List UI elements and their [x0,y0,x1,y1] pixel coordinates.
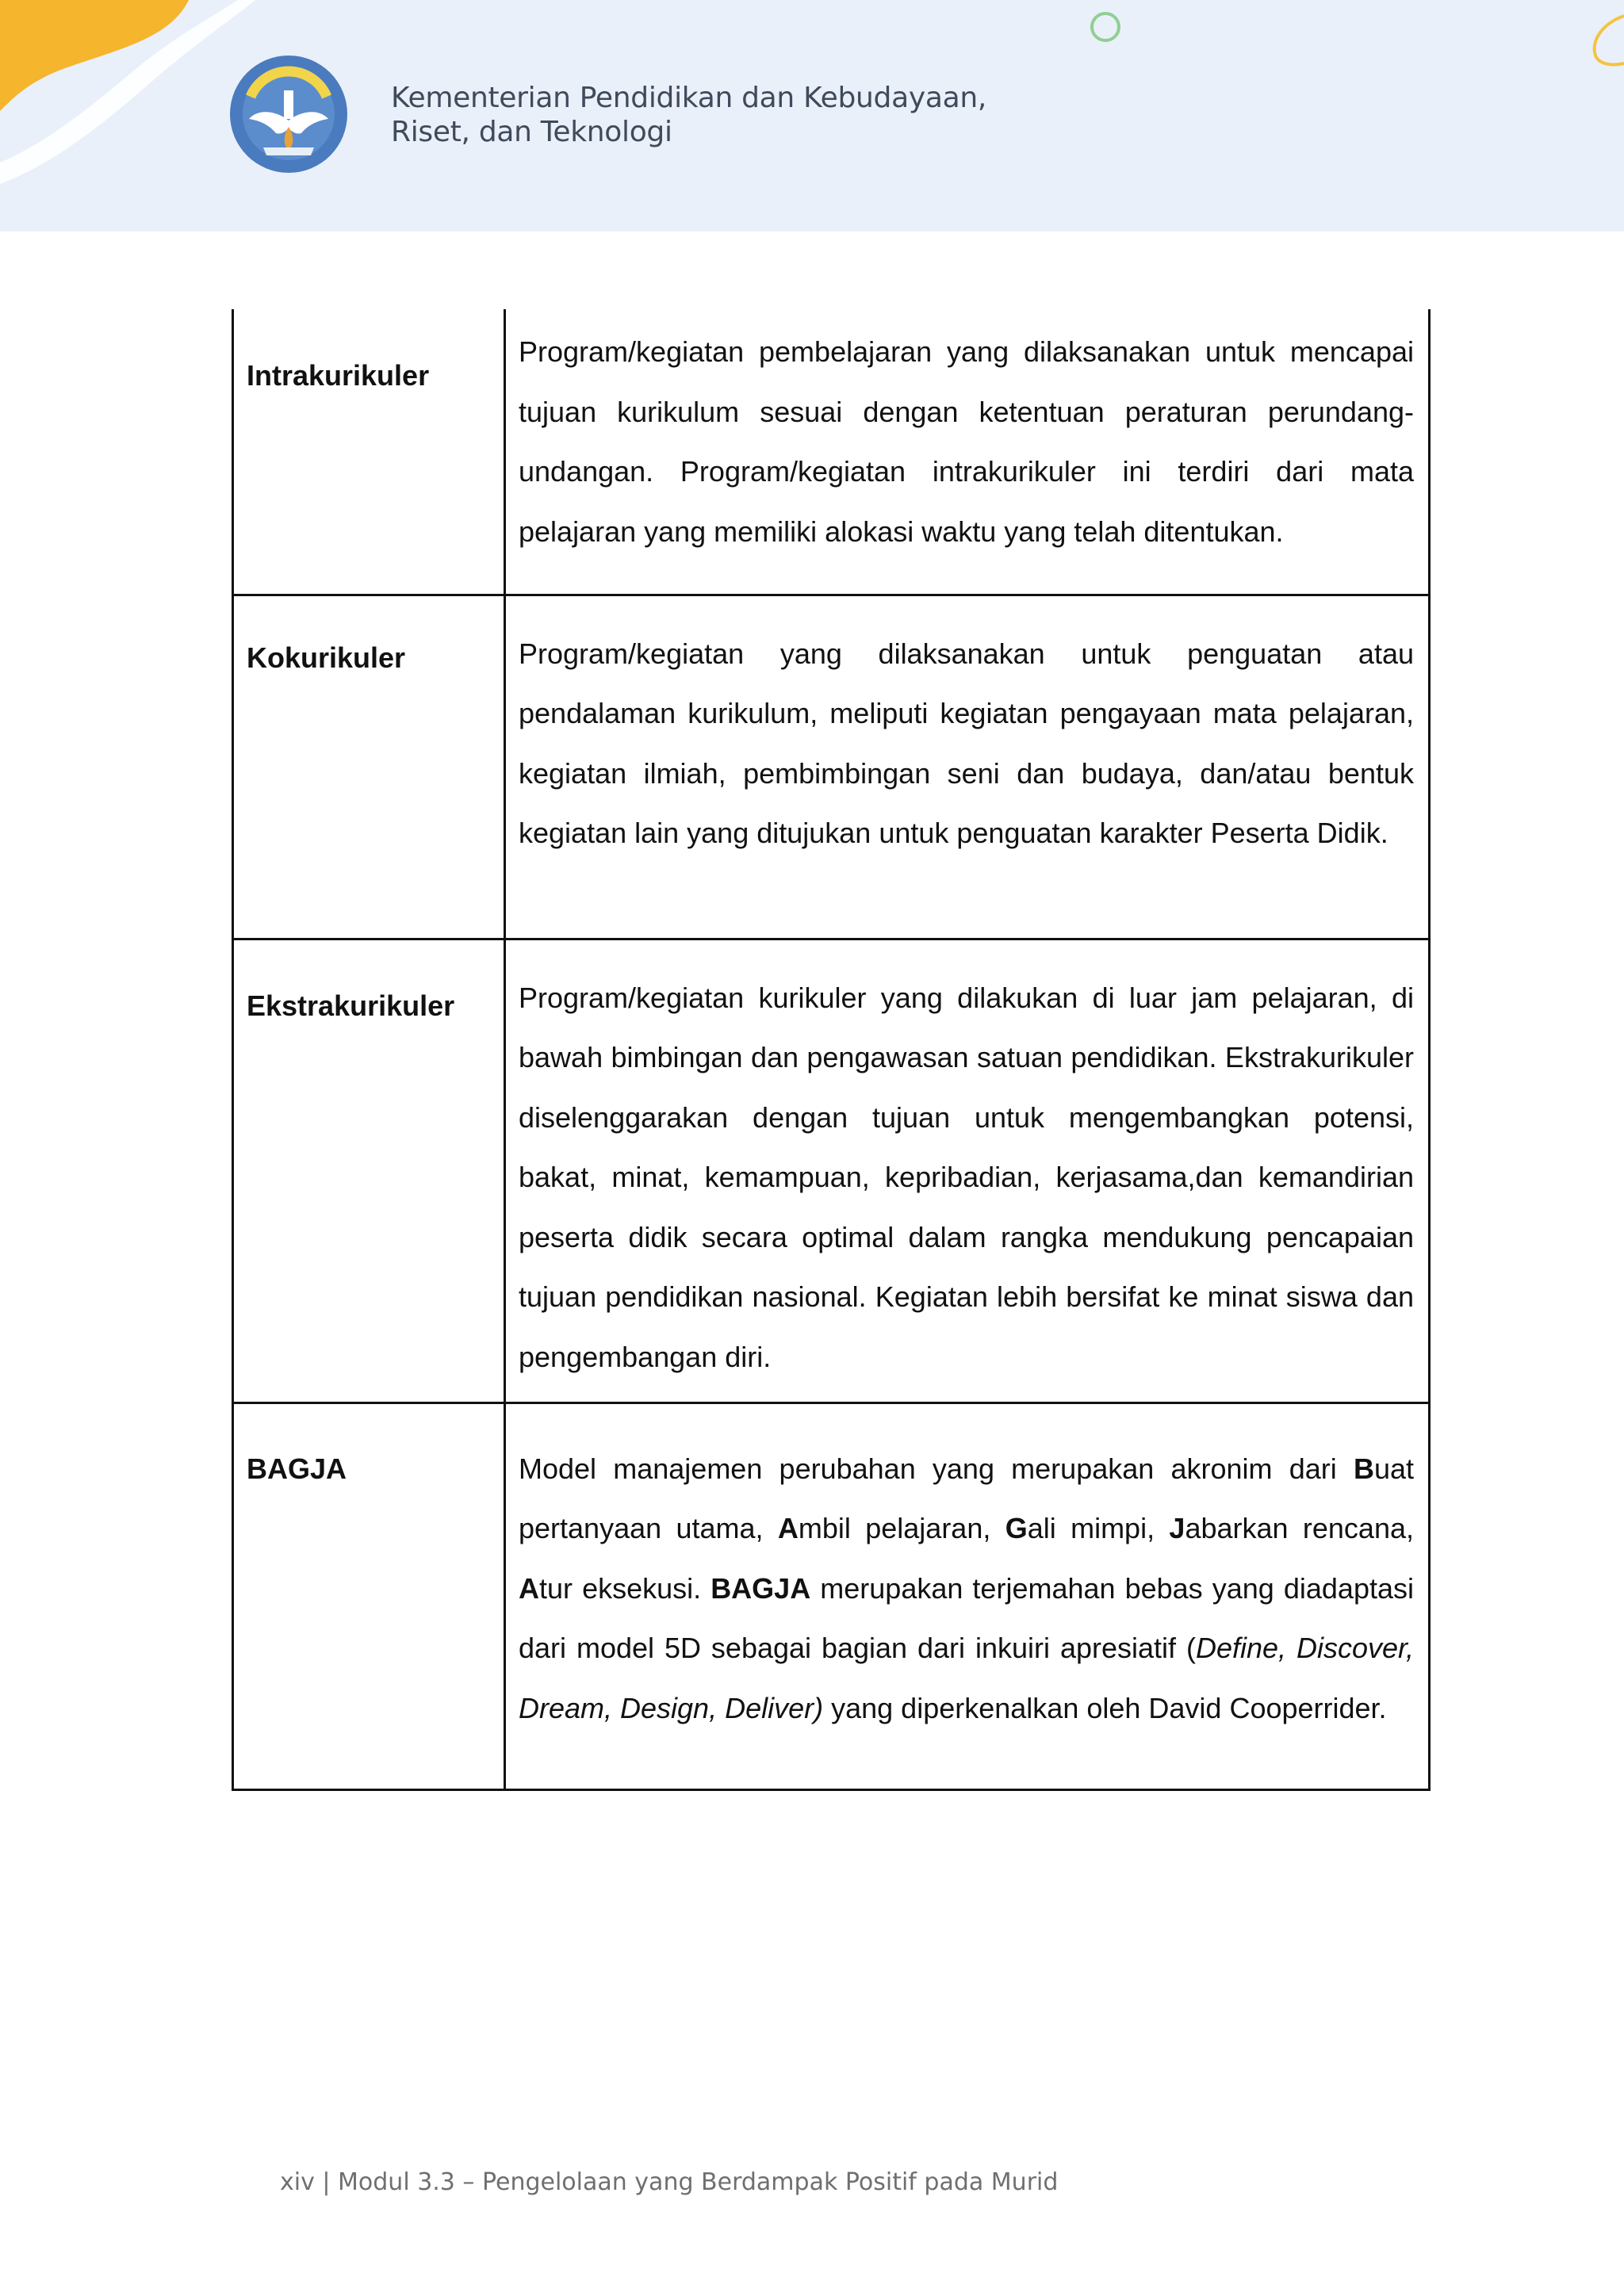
header-band [0,0,1624,232]
definition-fragment-bold: A [519,1571,539,1605]
glossary-row-ekstrakurikuler [233,939,1430,1402]
term-label: BAGJA [247,1452,347,1485]
green-ring-shape [1092,13,1119,40]
glossary-row-kokurikuler [233,595,1430,939]
glossary-table [232,309,1431,1791]
definition-fragment-bold: A [777,1512,799,1544]
definition-cell [505,1402,1430,1789]
term-label: Kokurikuler [247,641,406,674]
term-cell [233,939,505,1402]
ministry-name-line2: Riset, dan Teknologi [391,116,672,148]
definition-fragment-bold: J [1169,1512,1185,1544]
ministry-name-line1: Kementerian Pendidikan dan Kebudayaan, [391,82,987,114]
definition-text-rich [506,1404,1428,1739]
definition-fragment: ali mimpi, [1027,1512,1170,1544]
definition-fragment-italic: Define, Discover, Dream, Design, Deliver) [519,1632,1414,1724]
glossary-row-intrakurikuler [233,309,1430,595]
definition-fragment-bold: B [1353,1452,1374,1485]
term-cell [233,595,505,939]
glossary-row-bagja [233,1402,1430,1789]
definition-fragment-bold: BAGJA [710,1571,811,1605]
term-cell [233,309,505,595]
definition-cell [505,939,1430,1402]
definition-fragment: abarkan rencana, [1185,1512,1414,1544]
definition-fragment: uat pertanyaan utama, [519,1452,1414,1544]
definition-fragment-bold: G [1005,1512,1028,1544]
tut-wuri-handayani-logo [228,54,349,174]
definition-fragment: merupakan terjemahan bebas yang diadaptasi dari model 5D sebagai bagian dari inkuiri apresiatif ( [519,1571,1414,1664]
definition-fragment: tur eksekusi. [539,1571,711,1605]
definition-fragment: yang diperkenalkan oleh David Cooperrider. [823,1691,1387,1724]
definition-cell [505,309,1430,595]
definition-text: Program/kegiatan kurikuler yang dilakukan di luar jam pelajaran, di bawah bimbingan dan pengawasan satuan pendidikan. Ekstrakurikuler diselenggarakan dengan tujuan untuk mengembangkan potensi, bakat, minat, kemampuan, kepribadian, kerjasama,dan kemandirian peserta didik secara optimal dalam rangka mendukung pencapaian tujuan pendidikan nasional. Kegiatan lebih bersifat ke minat siswa dan pengembangan diri. [519,981,1414,1373]
definition-fragment: mbil pelajaran, [798,1512,1005,1544]
term-label: Intrakurikuler [247,359,430,392]
ministry-name [391,81,986,149]
page-footer: xiv | Modul 3.3 – Pengelolaan yang Berdampak Positif pada Murid [280,2168,1059,2196]
term-cell [233,1402,505,1789]
definition-fragment: Model manajemen perubahan yang merupakan akronim dari [519,1452,1354,1485]
definition-text: Program/kegiatan yang dilaksanakan untuk penguatan atau pendalaman kurikulum, meliputi kegiatan pengayaan mata pelajaran, kegiatan ilmiah, pembimbingan seni dan budaya, dan/atau bentuk kegiatan lain yang ditujukan untuk penguatan karakter Peserta Didik. [519,637,1414,849]
yellow-arc-shape [1595,16,1624,65]
definition-cell [505,595,1430,939]
term-label: Ekstrakurikuler [247,989,455,1022]
definition-text: Program/kegiatan pembelajaran yang dilaksanakan untuk mencapai tujuan kurikulum sesuai dengan ketentuan peraturan perundang-undangan. Program/kegiatan intrakurikuler ini terdiri dari mata pelajaran yang memiliki alokasi waktu yang telah ditentukan. [519,335,1414,548]
